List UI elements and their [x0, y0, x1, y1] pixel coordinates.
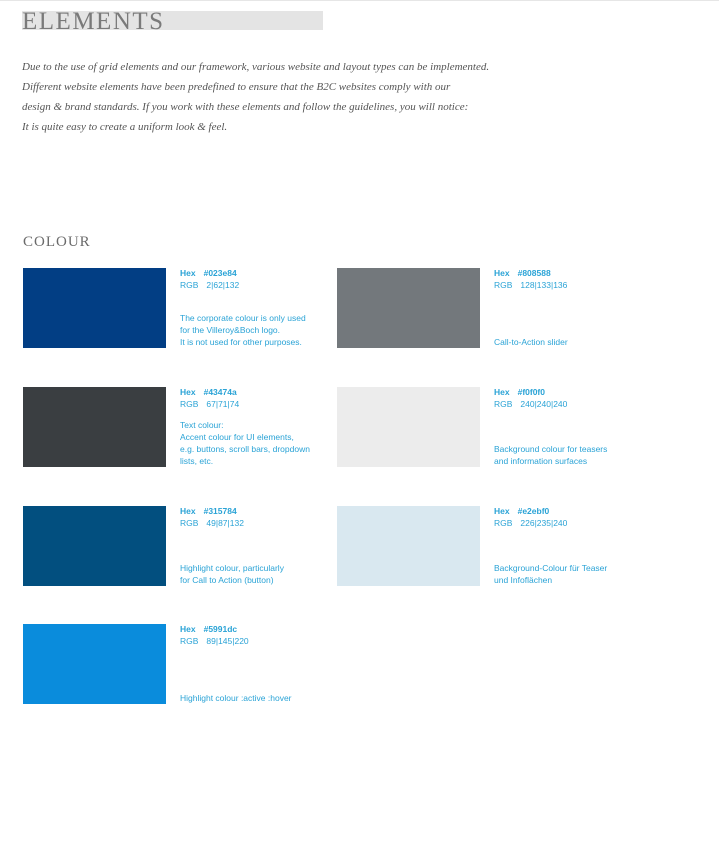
intro-line: Due to the use of grid elements and our framework, various website and layout types can be implemented. [22, 61, 490, 73]
rgb-value: 67|71|74 [206, 399, 240, 409]
hex-value: #315784 [203, 506, 237, 516]
description-line: Accent colour for UI elements, [180, 432, 294, 442]
colour-swatch [23, 506, 166, 586]
hex-value: #808588 [517, 268, 551, 278]
hex-value-line [180, 506, 237, 517]
page-title: ELEMENTS [22, 8, 165, 35]
rgb-label: RGB [180, 280, 199, 290]
swatch-info [180, 506, 340, 586]
rgb-value: 128|133|136 [520, 280, 568, 290]
description-line: Text colour: [180, 420, 224, 430]
swatch-info [180, 624, 340, 704]
colour-swatch-item [23, 506, 343, 586]
description-line: Highlight colour :active :hover [180, 693, 292, 703]
swatch-description [180, 692, 292, 704]
colour-swatch-item [337, 268, 657, 348]
intro-line: It is quite easy to create a uniform look & feel. [22, 121, 228, 133]
intro-paragraph [22, 57, 490, 137]
hex-value-line [180, 268, 237, 279]
description-line: It is not used for other purposes. [180, 337, 302, 347]
rgb-value-line [494, 518, 567, 529]
swatch-description [494, 443, 607, 467]
hex-label: Hex [180, 387, 196, 397]
description-line: for the Villeroy&Boch logo. [180, 325, 281, 335]
hex-value: #023e84 [203, 268, 237, 278]
hex-label: Hex [180, 624, 196, 634]
swatch-info [180, 387, 340, 467]
colour-section-heading: COLOUR [23, 234, 91, 250]
colour-swatch-item [23, 268, 343, 348]
rgb-label: RGB [494, 399, 513, 409]
colour-swatch-item [23, 387, 343, 467]
hex-label: Hex [180, 506, 196, 516]
swatch-description [180, 312, 306, 348]
rgb-value: 240|240|240 [520, 399, 568, 409]
rgb-label: RGB [494, 518, 513, 528]
intro-line: design & brand standards. If you work with these elements and follow the guidelines, you will notice: [22, 101, 469, 113]
hex-label: Hex [494, 268, 510, 278]
description-line: e.g. buttons, scroll bars, dropdown [180, 444, 310, 454]
rgb-value-line [180, 280, 239, 291]
rgb-label: RGB [494, 280, 513, 290]
description-line: Call-to-Action slider [494, 337, 568, 347]
hex-label: Hex [494, 387, 510, 397]
swatch-description [180, 562, 284, 586]
hex-value: #e2ebf0 [517, 506, 550, 516]
rgb-value-line [180, 518, 244, 529]
swatch-description [494, 562, 607, 586]
swatch-info [180, 268, 340, 348]
hex-value: #f0f0f0 [517, 387, 545, 397]
hex-value-line [180, 387, 237, 398]
description-line: Highlight colour, particularly [180, 563, 284, 573]
hex-label: Hex [180, 268, 196, 278]
intro-line: Different website elements have been predefined to ensure that the B2C websites comply with our [22, 81, 451, 93]
rgb-label: RGB [180, 399, 199, 409]
rgb-value: 226|235|240 [520, 518, 568, 528]
rgb-value: 89|145|220 [206, 636, 249, 646]
colour-swatch-item [23, 624, 343, 704]
description-line: lists, etc. [180, 456, 214, 466]
rgb-label: RGB [180, 636, 199, 646]
description-line: The corporate colour is only used [180, 313, 306, 323]
hex-value-line [494, 387, 545, 398]
swatch-info [494, 506, 654, 586]
description-line: Background colour for teasers [494, 444, 608, 454]
swatch-description [180, 419, 310, 467]
rgb-value: 49|87|132 [206, 518, 244, 528]
description-line: and information surfaces [494, 456, 588, 466]
swatch-info [494, 387, 654, 467]
top-divider [0, 0, 719, 1]
rgb-value-line [180, 399, 239, 410]
rgb-value-line [180, 636, 249, 647]
colour-swatch [337, 387, 480, 467]
description-line: Background-Colour für Teaser [494, 563, 608, 573]
colour-swatch [337, 506, 480, 586]
swatch-description [494, 336, 568, 348]
rgb-value-line [494, 399, 567, 410]
hex-value-line [494, 268, 551, 279]
colour-swatch [337, 268, 480, 348]
description-line: for Call to Action (button) [180, 575, 274, 585]
swatch-info [494, 268, 654, 348]
hex-value-line [180, 624, 237, 635]
rgb-value: 2|62|132 [206, 280, 240, 290]
hex-value: #5991dc [203, 624, 238, 634]
hex-label: Hex [494, 506, 510, 516]
colour-swatch [23, 387, 166, 467]
rgb-value-line [494, 280, 567, 291]
colour-swatch-item [337, 387, 657, 467]
colour-swatch [23, 624, 166, 704]
hex-value: #43474a [203, 387, 237, 397]
description-line: und Infoflächen [494, 575, 553, 585]
rgb-label: RGB [180, 518, 199, 528]
colour-swatch-item [337, 506, 657, 586]
colour-swatch [23, 268, 166, 348]
hex-value-line [494, 506, 549, 517]
